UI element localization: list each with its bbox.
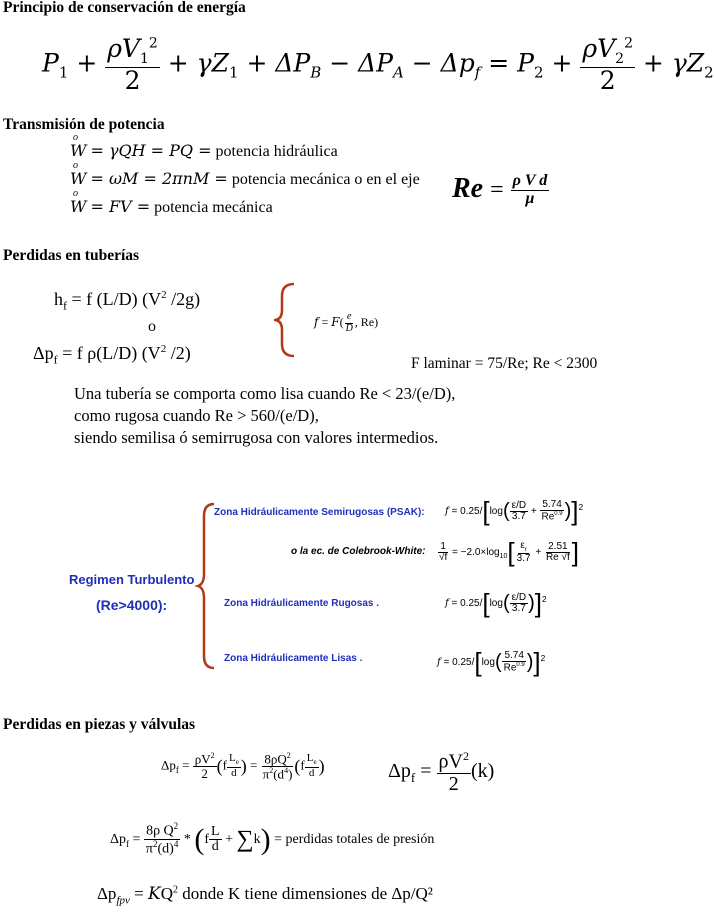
- fittings-title: Perdidas en piezas y válvulas: [3, 716, 196, 733]
- zone-semi-rough-label: Zona Hidráulicamente Semirugosas (PSAK):: [214, 507, 425, 518]
- smooth-line-2: como rugosa cuando Re > 560/(e/D),: [74, 406, 319, 425]
- rough-formula: f = 0.25/[log( $\frac{\varepsilon/D}{3.7}$ )]$^2$: [445, 588, 547, 618]
- pipes-brace: [270, 282, 300, 358]
- fitting-loss-k-formula: $\Delta p_f$ = $\frac{\rho V^2}{2}$ (k): [388, 749, 495, 795]
- colebrook-label: o la ec. de Colebrook-White:: [291, 546, 426, 557]
- pressure-loss-formula: $\Delta p_f = f$ ρ(L/D) ($V^2$ /2): [33, 343, 191, 367]
- total-loss-formula: $\Delta p_f$ = $\frac{8\rho Q^2}{\pi^2(d)^4}$ * (f $\frac{L}{d}$ + ∑k) = perdidas totales de presión: [110, 821, 435, 857]
- smooth-line-3: siendo semilisa ó semirrugosa con valores intermedios.: [74, 428, 439, 447]
- psak-formula: f = 0.25/[log( $\frac{\varepsilon/D}{3.7}$ + $\frac{5.74}{Re^{0.9}}$ )]$^2$: [445, 496, 584, 526]
- zone-rough-label: Zona Hidráulicamente Rugosas .: [224, 598, 380, 609]
- or-word: o: [148, 318, 156, 335]
- energy-title: Principio de conservación de energía: [3, 0, 246, 16]
- power-title: Transmisión de potencia: [3, 116, 165, 133]
- pipes-title: Perdidas en tuberías: [3, 247, 140, 264]
- smooth-line-1: Una tubería se comporta como lisa cuando Re < 23/(e/D),: [74, 384, 456, 403]
- fitting-loss-formula: $\Delta p_f$ = $\frac{\rho V^2}{2}$ (f $\frac{L_e}{d}$ ) = $\frac{8\rho Q^2}{\pi^2(d^4)}$ (f $\frac{L_e}{d}$ ): [161, 751, 325, 782]
- mechanical-power-row: o W = FV = potencia mecánica: [70, 188, 273, 216]
- energy-equation: $P_1$ + $\frac{\rho V_1^2}{2}$ + $\gamma Z_1 + \Delta P_B - \Delta P_A - \Delta p_f = P_2$ + $\frac{\rho V_2^2}{2}$ + $\gamma Z_2$: [42, 34, 714, 95]
- regimen-label: Regimen Turbulento: [69, 572, 195, 587]
- smooth-formula: f = 0.25/[log( $\frac{5.74}{Re^{0.9}}$ )]$^2$: [437, 647, 546, 677]
- head-loss-formula: $h_f = f$ (L/D) ($V^2$ /2g): [54, 289, 201, 313]
- turbulent-brace: [196, 502, 218, 670]
- zone-smooth-label: Zona Hidráulicamente Lisas .: [224, 653, 363, 664]
- laminar-note: F laminar = 75/Re; Re < 2300: [411, 355, 598, 372]
- mechanical-shaft-power-row: o W = ωM = 2πnM = potencia mecánica o en el eje: [70, 160, 420, 188]
- k-relation: $\Delta p_{fpv} = KQ^2$ donde K tiene dimensiones de Δp/Q²: [97, 884, 433, 907]
- hydraulic-power-row: o W = γQH = PQ = potencia hidráulica: [70, 132, 338, 160]
- friction-factor-function: f = F( $\frac{e}{D}$ , Re): [314, 311, 379, 334]
- reynolds-formula: Re = $\frac{\text{ρ V d}}{\mu}$: [452, 172, 548, 208]
- colebrook-formula: $\frac{1}{√f}$ = $-2.0\times\log_{10}$[ $\frac{\varepsilon_r}{3.7}$ + $\frac{2.51}{Re √f}$ ]: [439, 537, 580, 567]
- regimen-condition: (Re>4000):: [96, 597, 168, 613]
